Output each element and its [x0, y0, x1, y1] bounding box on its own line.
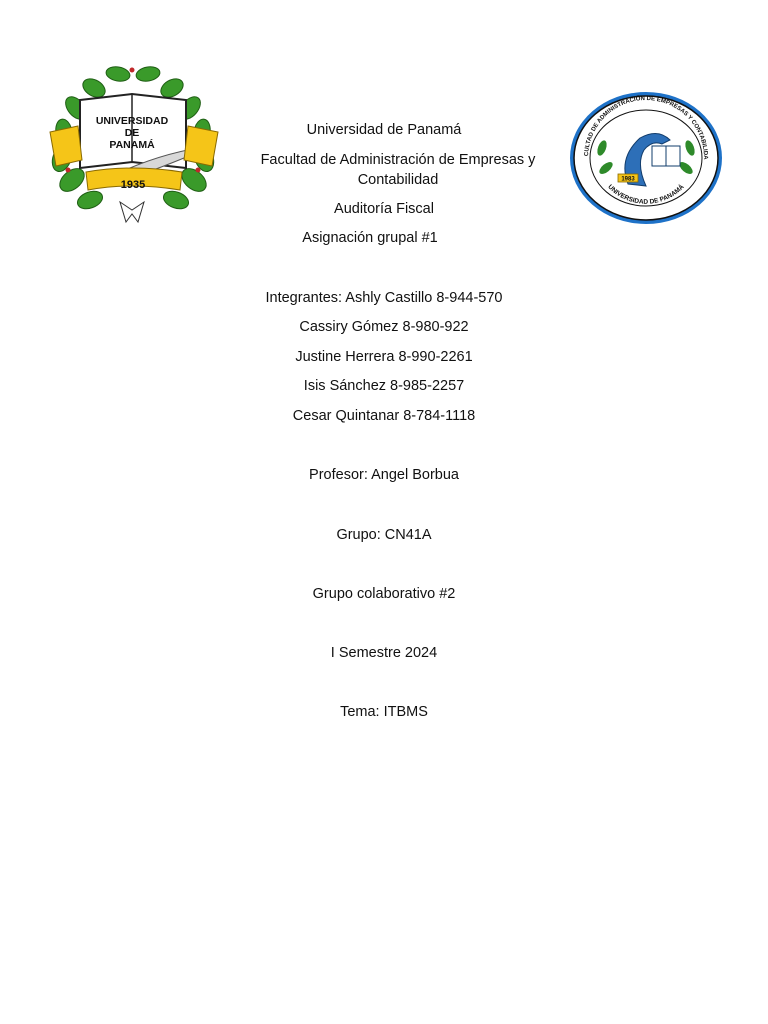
svg-text:DE: DE: [124, 127, 140, 139]
member-name: Isis Sánchez 8-985-2257: [303, 378, 465, 394]
svg-text:1983: 1983: [621, 176, 635, 183]
faculty-seal-logo: [566, 88, 726, 228]
member-name: Cesar Quintanar 8-784-1118: [292, 408, 476, 424]
group-code: Grupo: CN41A: [336, 527, 432, 543]
assignment-title: Asignación grupal #1: [302, 230, 438, 246]
svg-text:UNIVERSIDAD: UNIVERSIDAD: [95, 115, 169, 127]
faculty-name: Facultad de Administración de Empresas y Contabilidad: [260, 152, 536, 188]
professor-name: Profesor: Angel Borbua: [309, 467, 459, 483]
course-name: Auditoría Fiscal: [334, 201, 434, 217]
members-line: Integrantes: Ashly Castillo 8-944-570: [265, 290, 503, 306]
svg-text:FACULTAD DE ADMINISTRACIÓN DE: CULTAD DE ADMINISTRACIÓN DE EMPRESAS Y CONTABILIDA: [583, 95, 709, 160]
university-crest-logo: [42, 60, 224, 228]
university-name: Universidad de Panamá: [306, 122, 462, 138]
semester: I Semestre 2024: [330, 645, 438, 661]
topic: Tema: ITBMS: [340, 704, 428, 720]
member-name: Cassiry Gómez 8-980-922: [299, 319, 469, 335]
svg-text:1935: 1935: [120, 179, 146, 191]
collaborative-group: Grupo colaborativo #2: [312, 586, 456, 602]
svg-text:PANAMÁ: PANAMÁ: [109, 139, 155, 151]
member-name: Justine Herrera 8-990-2261: [295, 349, 473, 365]
svg-text:UNIVERSIDAD DE PANAMÁ: UNIVERSIDAD DE PANAMÁ: [606, 183, 686, 206]
